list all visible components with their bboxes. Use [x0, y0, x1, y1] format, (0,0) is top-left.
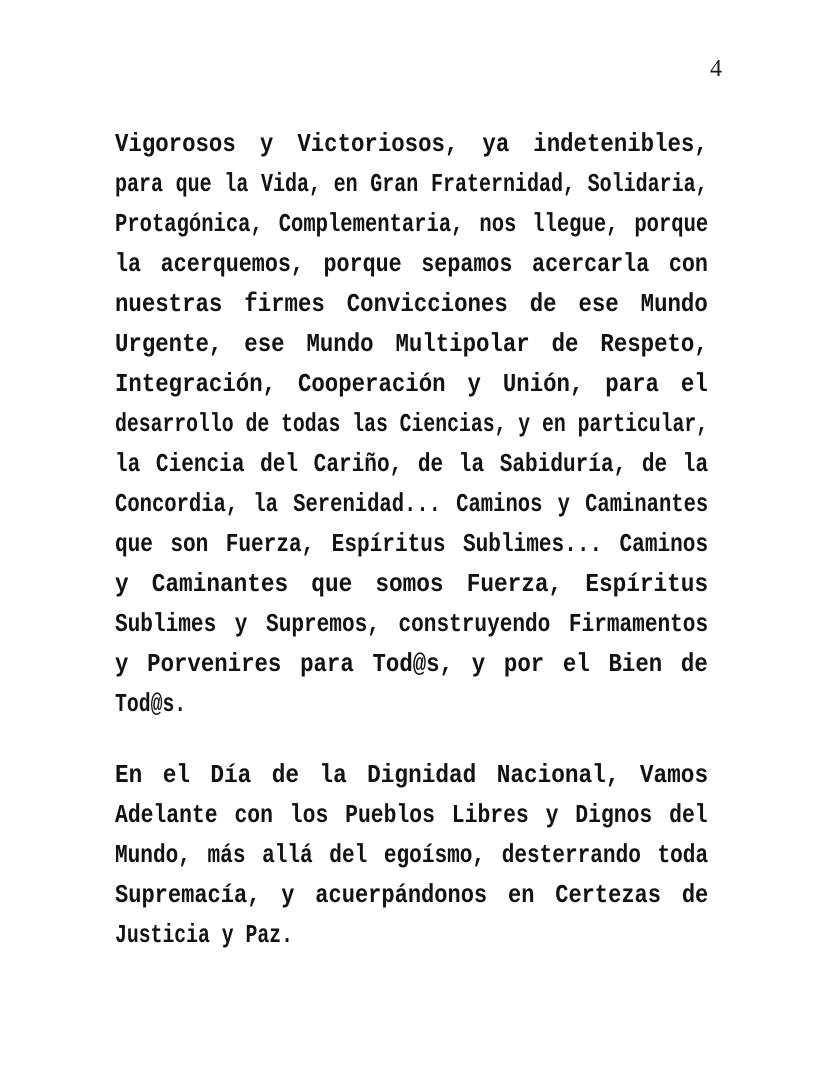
text-line-content: Protagónica, Complementaria, nos llegue, porque [115, 209, 709, 239]
text-line [115, 244, 708, 284]
text-line [115, 524, 708, 564]
text-line-content: Sublimes y Supremos, construyendo Firmamentos [115, 609, 709, 639]
text-line-content: Supremacía, y acuerpándonos en Certezas de [115, 880, 709, 910]
text-line-content: En el Día de la Dignidad Nacional, Vamos [115, 760, 709, 790]
text-line-content: Adelante con los Pueblos Libres y Dignos del [115, 800, 708, 830]
text-line-content: Justicia y Paz. [115, 920, 293, 950]
text-line-content: la acerquemos, porque sepamos acercarla con [115, 249, 708, 279]
text-line [115, 444, 708, 484]
text-line-content: nuestras firmes Convicciones de ese Mundo [115, 289, 708, 319]
text-line [115, 644, 708, 684]
text-line [115, 324, 708, 364]
text-line-content: Vigorosos y Victoriosos, ya indetenibles, [115, 129, 708, 159]
text-line [115, 875, 708, 915]
text-line [115, 284, 708, 324]
text-line [115, 564, 708, 604]
text-line [115, 404, 708, 444]
text-line [115, 164, 708, 204]
text-line-content: para que la Vida, en Gran Fraternidad, Solidaria, [115, 169, 708, 199]
text-line [115, 484, 708, 524]
page-content [115, 124, 708, 955]
text-line-content: Integración, Cooperación y Unión, para el [115, 369, 708, 399]
text-line [115, 835, 708, 875]
text-line [115, 604, 708, 644]
text-line [115, 124, 708, 164]
paragraph [115, 124, 708, 724]
text-line-content: desarrollo de todas las Ciencias, y en particular, [115, 409, 709, 439]
text-line-content: que son Fuerza, Espíritus Sublimes... Caminos [115, 529, 709, 559]
text-line [115, 364, 708, 404]
text-line-content: y Caminantes que somos Fuerza, Espíritus [115, 569, 709, 599]
page-number: 4 [710, 56, 722, 82]
text-line-content: Tod@s. [115, 689, 187, 719]
text-line [115, 795, 708, 835]
text-line [115, 915, 708, 955]
text-line-content: Urgente, ese Mundo Multipolar de Respeto, [115, 329, 708, 359]
text-line-content: la Ciencia del Cariño, de la Sabiduría, de la [115, 449, 709, 479]
text-line-content: y Porvenires para Tod@s, y por el Bien de [115, 649, 708, 679]
paragraph [115, 755, 708, 955]
text-line [115, 204, 708, 244]
text-line [115, 755, 708, 795]
text-line [115, 684, 708, 724]
text-line-content: Concordia, la Serenidad... Caminos y Caminantes [115, 489, 709, 519]
text-line-content: Mundo, más allá del egoísmo, desterrando toda [115, 840, 709, 870]
